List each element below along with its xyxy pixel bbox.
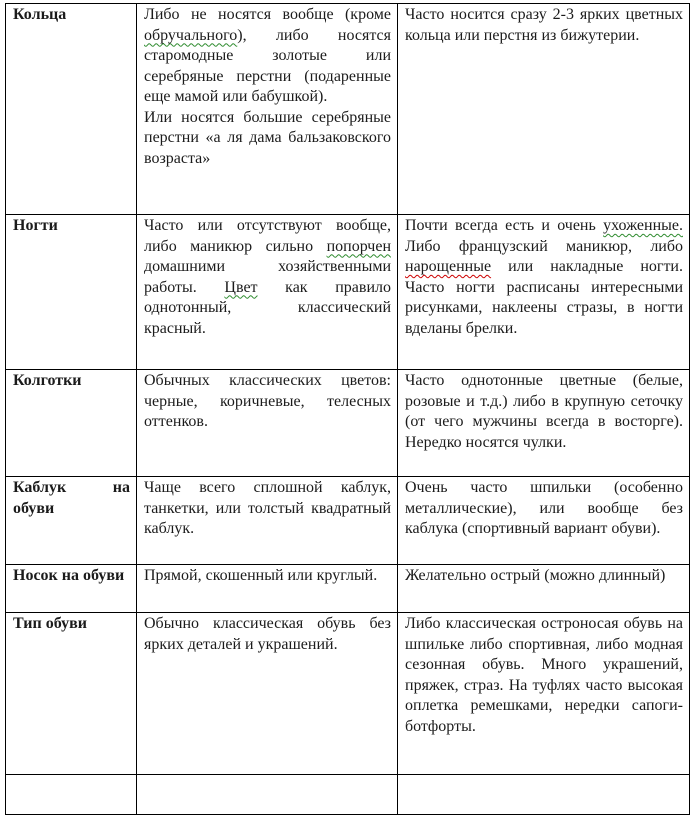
cell-text: Прямой, скошенный или круглый. bbox=[144, 567, 378, 584]
classic-style-cell bbox=[137, 370, 398, 477]
row-label: Каблук на обуви bbox=[6, 477, 137, 565]
cell-text: как правило однотонный, классический красный. bbox=[144, 278, 391, 337]
cell-text: Почти всегда есть и очень bbox=[405, 217, 604, 234]
bright-style-cell bbox=[398, 370, 690, 477]
bright-style-cell bbox=[398, 775, 690, 815]
classic-style-cell bbox=[137, 477, 398, 565]
spellcheck-green-squiggle: Цвет bbox=[224, 278, 258, 296]
cell-text: Либо французский маникюр, либо bbox=[405, 237, 683, 255]
cell-text: или накладные ногти. Часто ногти расписаны интересными рисунками, наклеены стразы, в ногти вделаны брелки. bbox=[405, 258, 683, 337]
spellcheck-green-squiggle: ухоженные. bbox=[603, 217, 683, 234]
cell-text: Или носятся большие серебряные перстни «а ля дама бальзаковского возраста» bbox=[144, 108, 391, 167]
cell-text: Либо классическая остроносая обувь на шпильке либо спортивная, либо модная сезонная обувь. Много украшений, пряжек, страз. На туфлях часто высокая оплетка ремешками, нередки сапоги-ботфорты. bbox=[405, 615, 683, 735]
row-label: Тип обуви bbox=[6, 613, 137, 775]
bright-style-cell bbox=[398, 215, 690, 370]
bright-style-cell bbox=[398, 477, 690, 565]
bright-style-cell bbox=[398, 565, 690, 613]
cell-text: Обычных классических цветов: черные, коричневые, телесных оттенков. bbox=[144, 372, 391, 430]
spellcheck-red-squiggle: нарощенные bbox=[405, 258, 492, 275]
cell-text: Часто носится сразу 2-3 ярких цветных кольца или перстня из бижутерии. bbox=[405, 6, 683, 44]
cell-text: Часто или отсутствуют вообще, либо маникюр сильно bbox=[144, 217, 391, 255]
classic-style-cell bbox=[137, 613, 398, 775]
classic-style-cell bbox=[137, 775, 398, 815]
row-label: Носок на обуви bbox=[6, 565, 137, 613]
table-row-shoe-type bbox=[6, 613, 690, 775]
table-row-nails bbox=[6, 215, 690, 370]
table-row-empty bbox=[6, 775, 690, 815]
comparison-table bbox=[5, 3, 690, 815]
row-label: Кольца bbox=[6, 4, 137, 215]
table-row-rings bbox=[6, 4, 690, 215]
cell-text: Часто однотонные цветные (белые, розовые и т.д.) либо в крупную сеточку (от чего мужчины всегда в восторге). Нередко носятся чулки. bbox=[405, 372, 683, 451]
table-row-toe bbox=[6, 565, 690, 613]
cell-text: Либо не носятся вообще (кроме bbox=[144, 6, 391, 23]
classic-style-cell bbox=[137, 565, 398, 613]
table-row-tights bbox=[6, 370, 690, 477]
row-label: Ногти bbox=[6, 215, 137, 370]
cell-text: Обычно классическая обувь без ярких деталей и украшений. bbox=[144, 615, 391, 653]
cell-text: домашними хозяйственными работы. bbox=[144, 258, 391, 296]
bright-style-cell bbox=[398, 4, 690, 215]
cell-text: Желательно острый (можно длинный) bbox=[405, 567, 666, 584]
cell-text: Чаще всего сплошной каблук, танкетки, или толстый квадратный каблук. bbox=[144, 479, 391, 537]
cell-text: Очень часто шпильки (особенно металлические), или вообще без каблука (спортивный вариант обуви). bbox=[405, 479, 683, 537]
spellcheck-green-squiggle: попорчен bbox=[326, 237, 391, 255]
row-label: Колготки bbox=[6, 370, 137, 477]
classic-style-cell bbox=[137, 4, 398, 215]
table-row-heel bbox=[6, 477, 690, 565]
row-label bbox=[6, 775, 137, 815]
spellcheck-green-squiggle: обручального bbox=[144, 26, 238, 44]
classic-style-cell bbox=[137, 215, 398, 370]
cell-text: ), либо носятся старомодные золотые или серебряные перстни (подаренные еще мамой или бабушкой). bbox=[144, 26, 391, 105]
bright-style-cell bbox=[398, 613, 690, 775]
